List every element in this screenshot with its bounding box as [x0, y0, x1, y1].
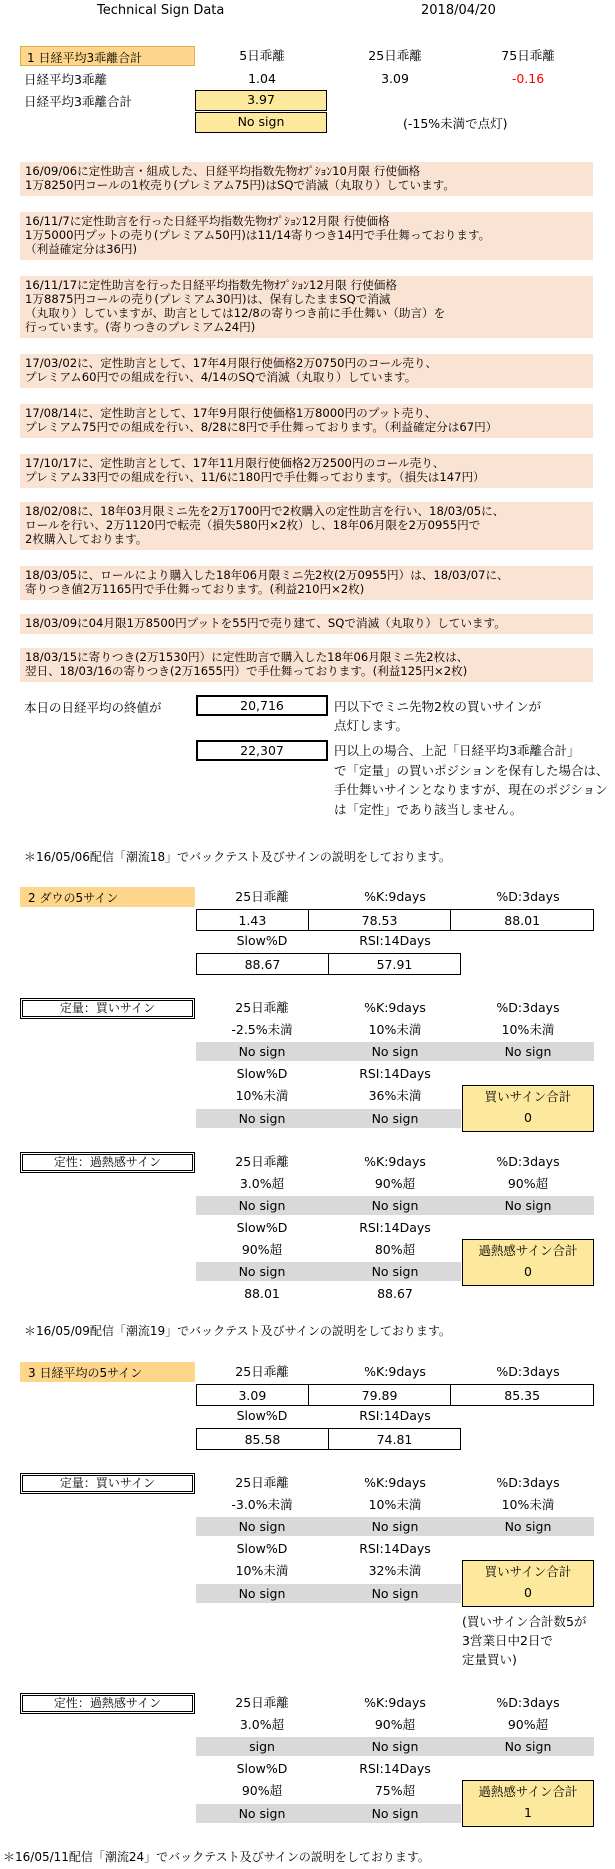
s3-buy-c1-d: 10%未満: [501, 1497, 555, 1512]
closing-label: 本日の日経平均の終値が: [24, 700, 162, 715]
s2-oh-h2-rsi: RSI:14Days: [359, 1220, 431, 1235]
s2-oh-h1-k: %K:9days: [364, 1154, 426, 1169]
s1-header-25d: 25日乖離: [368, 48, 422, 63]
s2-buy-h1-d: %D:3days: [496, 1000, 560, 1015]
note-8: 18/03/05に、ロールにより購入した18年06月限ミニ先2枚(2万0955円）は、18/03/07に、 寄りつき値2万1165円で手仕舞っております。(利益210円×2枚): [20, 566, 593, 600]
s2-h2-rsi: RSI:14Days: [359, 933, 431, 948]
s3-h2-rsi: RSI:14Days: [359, 1408, 431, 1423]
s2-buy-s2-slow: No sign: [238, 1111, 286, 1126]
s3-values-table-2: [196, 1428, 461, 1450]
s3-oh-c1-k: 90%超: [374, 1717, 416, 1732]
s3-buy-h2-rsi: RSI:14Days: [359, 1541, 431, 1556]
s1-header-5d: 5日乖離: [239, 48, 285, 63]
s3-overheat-label: 定性：過熱感サイン: [20, 1693, 195, 1714]
note-5: 17/08/14に、定性助言として、17年9月限行使価格1万8000円のプット売り、 プレミアム75円での組成を行い、8/28に8円で手仕舞っております。（利益確定分は67円）: [20, 404, 593, 438]
s3-h1-k: %K:9days: [364, 1364, 426, 1379]
s2-oh-c1-d: 90%超: [507, 1176, 549, 1191]
s2-buy-h1-25d: 25日乖離: [235, 1000, 289, 1015]
s3-buy-c2-slow: 10%未満: [235, 1563, 289, 1578]
s2-buy-c2-rsi: 36%未満: [368, 1088, 422, 1103]
s3-buy-s2-rsi: No sign: [371, 1586, 419, 1601]
s1-sign-value: No sign: [195, 112, 327, 133]
s2-buy-label: 定量：買いサイン: [20, 998, 195, 1019]
s3-oh-c1-d: 90%超: [507, 1717, 549, 1732]
s3-buy-total-label: 買いサイン合計: [484, 1564, 572, 1579]
s1-sign-note: (-15%未満で点灯): [403, 116, 508, 131]
s2-values-table: [196, 909, 594, 931]
note-2: 16/11/7に定性助言を行った日経平均指数先物ｵﾌﾟｼｮﾝ12月限 行使価格 1万5000円プットの売り(プレミアム50円)は11/14寄りつき14円で手仕舞っております。 （利益確定分は36円): [20, 212, 593, 260]
s2-buy-total-box: [462, 1085, 594, 1132]
s3-buy-s2-slow: No sign: [238, 1586, 286, 1601]
s2-oh-s2-rsi: No sign: [371, 1264, 419, 1279]
s3-buy-s1-25d: No sign: [238, 1519, 286, 1534]
s3-oh-s1-d: No sign: [504, 1739, 552, 1754]
s2-h1-d: %D:3days: [496, 889, 560, 904]
s3-v2-slow: 85.58: [197, 1429, 329, 1450]
s3-oh-h1-25d: 25日乖離: [235, 1695, 289, 1710]
s2-v1-25d: 1.43: [197, 910, 309, 931]
s3-v1-d: 85.35: [451, 1385, 594, 1406]
s3-oh-c2-rsi: 75%超: [374, 1783, 416, 1798]
s1-sum-value: 3.97: [195, 90, 327, 111]
s2-h1-25d: 25日乖離: [235, 889, 289, 904]
s2-oh-h1-d: %D:3days: [496, 1154, 560, 1169]
closing-value-low: 20,716: [196, 695, 328, 716]
s2-oh-s1-k: No sign: [371, 1198, 419, 1213]
s1-sum-label: 日経平均3乖離合計: [24, 94, 132, 109]
note-6: 17/10/17に、定性助言として、17年11月限行使価格2万2500円のコール売り、 プレミアム33円での組成を行い、11/6に180円で手仕舞っております。（損失は147円）: [20, 454, 593, 488]
s2-buy-total-label: 買いサイン合計: [484, 1089, 572, 1104]
s2-oh-s2-slow: No sign: [238, 1264, 286, 1279]
page-title: Technical Sign Data: [97, 3, 225, 18]
s3-oh-total-label: 過熱感サイン合計: [478, 1784, 578, 1799]
s2-oh-c2-rsi: 80%超: [374, 1242, 416, 1257]
s3-buy-total-value: 0: [524, 1585, 532, 1600]
s2-buy-c1-d: 10%未満: [501, 1022, 555, 1037]
note-1: 16/09/06に定性助言・組成した、日経平均指数先物ｵﾌﾟｼｮﾝ10月限 行使価格 1万8250円コールの1枚売り(プレミアム75円)はSQで消滅（丸取り）しています。: [20, 162, 593, 196]
s3-buy-c1-k: 10%未満: [368, 1497, 422, 1512]
closing-text-low: 円以下でミニ先物2枚の買いサインが 点灯します。: [334, 699, 542, 733]
s3-buy-label: 定量：買いサイン: [20, 1473, 195, 1494]
s3-oh-h1-k: %K:9days: [364, 1695, 426, 1710]
s3-oh-h2-rsi: RSI:14Days: [359, 1761, 431, 1776]
s3-oh-total-box: [462, 1780, 594, 1827]
s3-buy-h1-25d: 25日乖離: [235, 1475, 289, 1490]
s2-overheat-label: 定性：過熱感サイン: [20, 1152, 195, 1173]
s2-buy-h1-k: %K:9days: [364, 1000, 426, 1015]
s3-buy-s1-d: No sign: [504, 1519, 552, 1534]
section1-heading: 1 日経平均3乖離合計: [20, 46, 195, 66]
s2-oh-c1-25d: 3.0%超: [239, 1176, 285, 1191]
note-backtest-3: ＊16/05/11配信「潮流24」でバックテスト及びサインの説明をしております。: [3, 1850, 430, 1864]
s2-values-table-2: [196, 953, 461, 975]
s3-buy-h1-k: %K:9days: [364, 1475, 426, 1490]
report-date: 2018/04/20: [421, 3, 496, 18]
s1-value-25d: 3.09: [381, 71, 409, 86]
s2-oh-s1-d: No sign: [504, 1198, 552, 1213]
section3-heading: 3 日経平均の5サイン: [20, 1362, 195, 1382]
s2-oh-v3-b: 88.67: [377, 1286, 413, 1301]
s2-oh-s1-25d: No sign: [238, 1198, 286, 1213]
s3-buy-c1-25d: -3.0%未満: [231, 1497, 293, 1512]
s3-oh-s2-rsi: No sign: [371, 1806, 419, 1821]
s3-oh-h2-slow: Slow%D: [236, 1761, 288, 1776]
s3-oh-s1-k: No sign: [371, 1739, 419, 1754]
s1-header-75d: 75日乖離: [501, 48, 555, 63]
note-backtest-2: ＊16/05/09配信「潮流19」でバックテスト及びサインの説明をしております。: [24, 1324, 451, 1338]
s1-value-5d: 1.04: [248, 71, 276, 86]
note-4: 17/03/02に、定性助言として、17年4月限行使価格2万0750円のコール売り、 プレミアム60円での組成を行い、4/14のSQで消滅（丸取り）しています。: [20, 354, 593, 388]
note-9: 18/03/09に04月限1万8500円プットを55円で売り建て、SQで消滅（丸取り）しています。: [20, 614, 593, 634]
s2-v2-rsi: 57.91: [329, 954, 461, 975]
s3-oh-s1-25d: sign: [249, 1739, 275, 1754]
s2-buy-c2-slow: 10%未満: [235, 1088, 289, 1103]
s2-buy-h2-rsi: RSI:14Days: [359, 1066, 431, 1081]
s2-v2-slow: 88.67: [197, 954, 329, 975]
s3-buy-h2-slow: Slow%D: [236, 1541, 288, 1556]
s3-h1-d: %D:3days: [496, 1364, 560, 1379]
s3-buy-h1-d: %D:3days: [496, 1475, 560, 1490]
s2-oh-h1-25d: 25日乖離: [235, 1154, 289, 1169]
s3-buy-c2-rsi: 32%未満: [368, 1563, 422, 1578]
closing-text-high: 円以上の場合、上記「日経平均3乖離合計」 で「定量」の買いポジションを保有した場合は、 手仕舞いサインとなりますが、現在のポジション は「定性」であり該当しません。: [334, 743, 609, 817]
s3-v2-rsi: 74.81: [329, 1429, 461, 1450]
s2-buy-total-value: 0: [524, 1110, 532, 1125]
s2-buy-s1-25d: No sign: [238, 1044, 286, 1059]
s3-v1-k: 79.89: [308, 1385, 451, 1406]
s2-oh-total-label: 過熱感サイン合計: [478, 1243, 578, 1258]
s2-buy-s1-d: No sign: [504, 1044, 552, 1059]
s3-buy-total-box: [462, 1560, 594, 1607]
s2-buy-c1-k: 10%未満: [368, 1022, 422, 1037]
note-10: 18/03/15に寄りつき(2万1530円）に定性助言で購入した18年06月限ミニ先2枚は、 翌日、18/03/16の寄りつき(2万1655円）で手仕舞っております。(利益125円×2枚): [20, 648, 593, 682]
s2-buy-c1-25d: -2.5%未満: [231, 1022, 293, 1037]
s3-oh-c2-slow: 90%超: [241, 1783, 283, 1798]
s1-value-75d: -0.16: [511, 71, 545, 86]
s2-buy-s1-k: No sign: [371, 1044, 419, 1059]
closing-value-high: 22,307: [196, 740, 328, 761]
s3-oh-h1-d: %D:3days: [496, 1695, 560, 1710]
section2-heading: 2 ダウの5サイン: [20, 887, 195, 907]
s2-oh-v3-a: 88.01: [244, 1286, 280, 1301]
s3-h1-25d: 25日乖離: [235, 1364, 289, 1379]
s3-buy-s1-k: No sign: [371, 1519, 419, 1534]
s3-oh-c1-25d: 3.0%超: [239, 1717, 285, 1732]
s2-oh-total-value: 0: [524, 1264, 532, 1279]
s3-values-table: [196, 1384, 594, 1406]
s2-oh-c2-slow: 90%超: [241, 1242, 283, 1257]
s3-oh-total-value: 1: [524, 1805, 532, 1820]
s2-oh-total-box: [462, 1239, 594, 1286]
s2-v1-d: 88.01: [451, 910, 594, 931]
s3-v1-25d: 3.09: [197, 1385, 309, 1406]
note-3: 16/11/17に定性助言を行った日経平均指数先物ｵﾌﾟｼｮﾝ12月限 行使価格 1万8875円コールの売り(プレミアム30円)は、保有したままSQで消滅 （丸取り）していますが、助言としては12/8の寄りつき前に手仕舞い（助言）を 行っています。(寄りつきのプレミアム24円): [20, 276, 593, 338]
s2-oh-h2-slow: Slow%D: [236, 1220, 288, 1235]
s3-buy-footnote: (買いサイン合計数5が 3営業日中2日で 定量買い): [462, 1614, 587, 1667]
s3-oh-s2-slow: No sign: [238, 1806, 286, 1821]
s2-oh-c1-k: 90%超: [374, 1176, 416, 1191]
s2-h1-k: %K:9days: [364, 889, 426, 904]
note-backtest-1: ＊16/05/06配信「潮流18」でバックテスト及びサインの説明をしております。: [24, 850, 451, 864]
s2-h2-slow: Slow%D: [236, 933, 288, 948]
s2-buy-s2-rsi: No sign: [371, 1111, 419, 1126]
note-7: 18/02/08に、18年03月限ミニ先を2万1700円で2枚購入の定性助言を行い、18/03/05に、 ロールを行い、2万1120円で転売（損失580円×2枚）し、18年06月限を2万0955円で 2枚購入しております。: [20, 502, 593, 550]
s2-v1-k: 78.53: [308, 910, 451, 931]
s2-buy-h2-slow: Slow%D: [236, 1066, 288, 1081]
s1-row-label: 日経平均3乖離: [24, 72, 107, 87]
s3-h2-slow: Slow%D: [236, 1408, 288, 1423]
